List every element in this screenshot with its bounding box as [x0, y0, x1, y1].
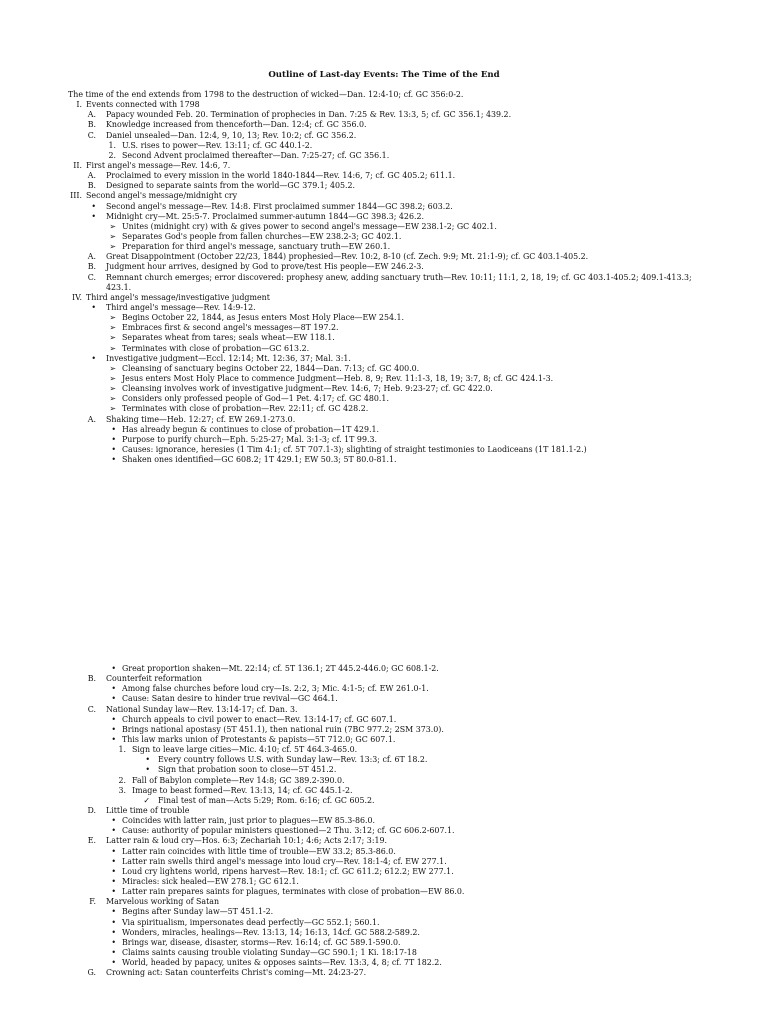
- outline-marker: •: [111, 927, 116, 937]
- outline-text: Latter rain & loud cry—Hos. 6:3; Zechariah 10:1; 4:6; Acts 2:17; 3:19.: [106, 836, 388, 846]
- outline-line: [68, 755, 708, 765]
- outline-line: [68, 242, 708, 252]
- outline-text: Coincides with latter rain, just prior to plagues—EW 85.3-86.0.: [122, 816, 376, 826]
- outline-text: Embraces first & second angel's messages—8T 197.2.: [122, 323, 339, 333]
- outline-text: Crowning act: Satan counterfeits Christ's coming—Mt. 24:23-27.: [106, 968, 367, 978]
- outline-marker: •: [111, 724, 116, 734]
- outline-marker: ➢: [109, 404, 116, 414]
- outline-text: Brings war, disease, disaster, storms—Rev. 16:14; cf. GC 589.1-590.0.: [122, 937, 401, 947]
- outline-text: Wonders, miracles, healings—Rev. 13:13, 14; 16:13, 14cf. GC 588.2-589.2.: [122, 927, 420, 937]
- outline-marker: I.: [76, 100, 82, 110]
- outline-text: National Sunday law—Rev. 13:14-17; cf. Dan. 3.: [106, 704, 298, 714]
- outline-text: Third angel's message—Rev. 14:9-12.: [106, 302, 256, 312]
- outline-line: [68, 273, 708, 293]
- outline-line: [68, 796, 708, 806]
- outline-marker: C.: [87, 272, 96, 282]
- outline-text: Latter rain prepares saints for plagues, terminates with close of probation—EW 86.0.: [122, 887, 465, 897]
- outline-marker: A.: [87, 171, 96, 181]
- outline-line: [68, 765, 708, 775]
- outline-line: [68, 745, 708, 755]
- outline-line: [68, 435, 708, 445]
- outline-line: [68, 887, 708, 897]
- outline-line: [68, 907, 708, 917]
- outline-marker: ➢: [109, 394, 116, 404]
- outline-text: Little time of trouble: [106, 805, 190, 815]
- outline-marker: ➢: [109, 221, 116, 231]
- outline-marker: ✓: [143, 795, 150, 805]
- outline-text: Shaken ones identified—GC 608.2; 1T 429.1; EW 50.3; 5T 80.0-81.1.: [122, 455, 397, 465]
- outline-line: [68, 333, 708, 343]
- outline-text: Separates wheat from tares; seals wheat—EW 118.1.: [122, 333, 335, 343]
- outline-text: Latter rain swells third angel's message into loud cry—Rev. 18:1-4; cf. EW 277.1.: [122, 856, 447, 866]
- outline-line: [68, 415, 708, 425]
- outline-line: [68, 968, 708, 978]
- outline-text: Second angel's message—Rev. 14:8. First proclaimed summer 1844—GC 398.2; 603.2.: [106, 201, 453, 211]
- outline-marker: •: [91, 353, 96, 363]
- outline-text: Brings national apostasy (5T 451.1), then national ruin (7BC 977.2; 2SM 373.0).: [122, 724, 444, 734]
- outline-text: Begins October 22, 1844, as Jesus enters Most Holy Place—EW 254.1.: [122, 313, 405, 323]
- outline-text: Considers only professed people of God—1 Pet. 4:17; cf. GC 480.1.: [122, 394, 389, 404]
- outline-line: [68, 202, 708, 212]
- outline-text: Cause: Satan desire to hinder true revival—GC 464.1.: [122, 694, 338, 704]
- document-title: Outline of Last-day Events: The Time of the End: [268, 70, 500, 80]
- outline-marker: •: [111, 876, 116, 886]
- outline-line: [68, 867, 708, 877]
- outline-marker: B.: [87, 674, 96, 684]
- outline-line: [68, 445, 708, 455]
- outline-marker: ➢: [109, 323, 116, 333]
- outline-line: [68, 191, 708, 201]
- outline-text: Cleansing of sanctuary begins October 22, 1844—Dan. 7:13; cf. GC 400.0.: [122, 363, 420, 373]
- outline-text: Latter rain coincides with little time of trouble—EW 33.2; 85.3-86.0.: [122, 846, 396, 856]
- outline-marker: •: [145, 765, 150, 775]
- outline-marker: •: [111, 947, 116, 957]
- outline-line: [68, 262, 708, 272]
- outline-marker: •: [111, 684, 116, 694]
- outline-line: [68, 364, 708, 374]
- outline-marker: 1.: [108, 140, 116, 150]
- outline-line: [68, 694, 708, 704]
- outline-marker: •: [111, 887, 116, 897]
- outline-marker: III.: [70, 191, 82, 201]
- outline-line: [68, 120, 708, 130]
- outline-text: Cleansing involves work of investigative judgment—Rev. 14:6, 7; Heb. 9:23-27; cf. GC 422.0.: [122, 384, 493, 394]
- outline-text: This law marks union of Protestants & papists—5T 712.0; GC 607.1.: [122, 734, 396, 744]
- outline-text: Second Advent proclaimed thereafter—Dan. 7:25-27; cf. GC 356.1.: [122, 150, 390, 160]
- outline-text: Midnight cry—Mt. 25:5-7. Proclaimed summer-autumn 1844—GC 398.3; 426.2.: [106, 211, 425, 221]
- outline-line: [68, 141, 708, 151]
- outline-marker: II.: [73, 160, 82, 170]
- outline-text: Image to beast formed—Rev. 13:13, 14; cf. GC 445.1-2.: [132, 785, 353, 795]
- outline-line: [68, 715, 708, 725]
- outline-marker: ➢: [109, 384, 116, 394]
- outline-line: [68, 384, 708, 394]
- outline-text: Loud cry lightens world, ripens harvest—Rev. 18:1; cf. GC 611.2; 612.2; EW 277.1.: [122, 866, 454, 876]
- outline-text: Final test of man—Acts 5:29; Rom. 6:16; cf. GC 605.2.: [158, 795, 375, 805]
- outline-text: Great proportion shaken—Mt. 22:14; cf. 5T 136.1; 2T 445.2-446.0; GC 608.1-2.: [122, 664, 439, 673]
- outline-marker: •: [111, 424, 116, 434]
- outline-line: [68, 293, 708, 303]
- outline-line: [68, 455, 708, 465]
- outline-marker: E.: [87, 836, 96, 846]
- outline-text: Great Disappointment (October 22/23, 1844) prophesied—Rev. 10:2, 8-10 (cf. Zech. 9:9; Mt. 21:1-9); cf. GC 403.1-405.2.: [106, 252, 589, 262]
- outline-marker: •: [111, 907, 116, 917]
- outline-text: Miracles: sick healed—EW 278.1; GC 612.1.: [122, 876, 299, 886]
- outline-marker: •: [111, 664, 116, 673]
- outline-marker: •: [111, 856, 116, 866]
- outline-marker: A.: [87, 252, 96, 262]
- outline-line: [68, 664, 708, 674]
- outline-marker: 2.: [118, 775, 126, 785]
- outline-marker: G.: [87, 968, 96, 978]
- outline-text: Among false churches before loud cry—Is. 2:2, 3; Mic. 4:1-5; cf. EW 261.0-1.: [122, 684, 429, 694]
- outline-marker: ➢: [109, 343, 116, 353]
- outline-section-bottom: [68, 664, 708, 978]
- outline-text: Via spiritualism, impersonates dead perfectly—GC 552.1; 560.1.: [122, 917, 380, 927]
- outline-line: [68, 826, 708, 836]
- outline-text: Designed to separate saints from the world—GC 379.1; 405.2.: [106, 181, 356, 191]
- outline-text: Shaking time—Heb. 12:27; cf. EW 269.1-273.0.: [106, 414, 296, 424]
- outline-line: [68, 171, 708, 181]
- outline-text: Terminates with close of probation—GC 613.2.: [122, 343, 310, 353]
- outline-line: [68, 222, 708, 232]
- outline-text: Preparation for third angel's message, sanctuary truth—EW 260.1.: [122, 242, 391, 252]
- outline-text: Judgment hour arrives, designed by God to prove/test His people—EW 246.2-3.: [106, 262, 424, 272]
- outline-section-top: [68, 90, 708, 465]
- outline-marker: •: [111, 694, 116, 704]
- outline-marker: 1.: [118, 745, 126, 755]
- outline-line: [68, 100, 708, 110]
- outline-line: [68, 725, 708, 735]
- outline-marker: •: [111, 714, 116, 724]
- outline-marker: A.: [87, 414, 96, 424]
- outline-line: [68, 948, 708, 958]
- outline-marker: •: [111, 866, 116, 876]
- outline-text: Unites (midnight cry) with & gives power to second angel's message—EW 238.1-2; GC 402.1.: [122, 221, 497, 231]
- outline-line: [68, 958, 708, 968]
- outline-marker: F.: [89, 897, 96, 907]
- outline-line: [68, 323, 708, 333]
- outline-marker: ➢: [109, 242, 116, 252]
- outline-marker: •: [91, 211, 96, 221]
- outline-line: [68, 674, 708, 684]
- outline-marker: C.: [87, 704, 96, 714]
- outline-line: [68, 897, 708, 907]
- outline-marker: B.: [87, 262, 96, 272]
- outline-marker: ➢: [109, 231, 116, 241]
- outline-marker: B.: [87, 181, 96, 191]
- outline-text: Remnant church emerges; error discovered: prophesy anew, adding sanctuary truth—Rev. 10:11; 11:1, 2, 18, 19; cf. GC 403.1-405.2; 409.1-413.3; 423.1.: [106, 272, 692, 292]
- outline-marker: •: [111, 937, 116, 947]
- outline-marker: •: [111, 958, 116, 968]
- outline-marker: B.: [87, 120, 96, 130]
- outline-line: [68, 252, 708, 262]
- outline-text: Proclaimed to every mission in the world 1840-1844—Rev. 14:6, 7; cf. GC 405.2; 611.1.: [106, 171, 456, 181]
- outline-text: Begins after Sunday law—5T 451.1-2.: [122, 907, 274, 917]
- outline-text: Fall of Babylon complete—Rev 14:8; GC 389.2-390.0.: [132, 775, 345, 785]
- outline-text: The time of the end extends from 1798 to the destruction of wicked—Dan. 12:4-10; cf. GC 356:0-2.: [68, 90, 464, 99]
- outline-line: [68, 161, 708, 171]
- outline-line: [68, 786, 708, 796]
- outline-line: [68, 806, 708, 816]
- outline-line: [68, 90, 708, 100]
- outline-text: Has already begun & continues to close of probation—1T 429.1.: [122, 424, 380, 434]
- outline-line: [68, 857, 708, 867]
- outline-line: [68, 735, 708, 745]
- outline-text: Separates God's people from fallen churches—EW 238.2-3; GC 402.1.: [122, 231, 402, 241]
- outline-marker: ➢: [109, 333, 116, 343]
- outline-text: Every country follows U.S. with Sunday law—Rev. 13:3; cf. 6T 18.2.: [158, 755, 428, 765]
- outline-marker: •: [111, 917, 116, 927]
- outline-line: [68, 404, 708, 414]
- outline-text: Second angel's message/midnight cry: [86, 191, 238, 201]
- outline-marker: •: [145, 755, 150, 765]
- outline-marker: A.: [87, 110, 96, 120]
- outline-line: [68, 918, 708, 928]
- outline-text: Cause: authority of popular ministers questioned—2 Thu. 3:12; cf. GC 606.2-607.1.: [122, 826, 455, 836]
- outline-text: U.S. rises to power—Rev. 13:11; cf. GC 440.1-2.: [122, 140, 313, 150]
- outline-line: [68, 151, 708, 161]
- outline-marker: 2.: [108, 150, 116, 160]
- outline-line: [68, 705, 708, 715]
- outline-line: [68, 181, 708, 191]
- outline-line: [68, 232, 708, 242]
- outline-text: Causes: ignorance, heresies (1 Tim 4:1; cf. 5T 707.1-3); slighting of straight testimonies to Laodiceans (1T 181.1-2.): [122, 444, 587, 454]
- outline-text: Jesus enters Most Holy Place to commence Judgment—Heb. 8, 9; Rev. 11:1-3, 18, 19; 3:7, 8; cf. GC 424.1-3.: [122, 373, 554, 383]
- outline-marker: •: [111, 455, 116, 465]
- outline-text: Sign that probation soon to close—5T 451.2.: [158, 765, 337, 775]
- outline-line: [68, 131, 708, 141]
- outline-text: Third angel's message/investigative judgment: [86, 292, 270, 302]
- outline-line: [68, 212, 708, 222]
- outline-marker: ➢: [109, 373, 116, 383]
- outline-marker: •: [111, 434, 116, 444]
- outline-marker: ➢: [109, 313, 116, 323]
- outline-marker: 3.: [118, 785, 126, 795]
- outline-line: [68, 684, 708, 694]
- outline-text: Knowledge increased from thenceforth—Dan. 12:4; cf. GC 356.0.: [106, 120, 367, 130]
- outline-marker: •: [111, 444, 116, 454]
- outline-marker: •: [91, 302, 96, 312]
- outline-line: [68, 836, 708, 846]
- outline-line: [68, 776, 708, 786]
- outline-text: Counterfeit reformation: [106, 674, 202, 684]
- outline-line: [68, 344, 708, 354]
- outline-text: Investigative judgment—Eccl. 12:14; Mt. 12:36, 37; Mal. 3:1.: [106, 353, 351, 363]
- outline-text: First angel's message—Rev. 14:6, 7.: [86, 160, 231, 170]
- outline-text: Church appeals to civil power to enact—Rev. 13:14-17; cf. GC 607.1.: [122, 714, 397, 724]
- outline-line: [68, 816, 708, 826]
- outline-line: [68, 354, 708, 364]
- outline-marker: C.: [87, 130, 96, 140]
- outline-marker: ➢: [109, 363, 116, 373]
- outline-marker: •: [111, 734, 116, 744]
- outline-text: Marvelous working of Satan: [106, 897, 220, 907]
- outline-line: [68, 928, 708, 938]
- outline-text: Claims saints causing trouble violating Sunday—GC 590.1; 1 Ki. 18:17-18: [122, 947, 417, 957]
- outline-marker: •: [91, 201, 96, 211]
- outline-text: Events connected with 1798: [86, 100, 200, 110]
- outline-text: Sign to leave large cities—Mic. 4:10; cf. 5T 464.3-465.0.: [132, 745, 358, 755]
- outline-marker: •: [111, 816, 116, 826]
- outline-marker: D.: [87, 805, 96, 815]
- outline-text: Terminates with close of probation—Rev. 22:11; cf. GC 428.2.: [122, 404, 369, 414]
- outline-marker: IV.: [72, 292, 82, 302]
- outline-line: [68, 877, 708, 887]
- outline-line: [68, 425, 708, 435]
- outline-text: World, headed by papacy, unites & opposes saints—Rev. 13:3, 4, 8; cf. 7T 182.2.: [122, 958, 442, 968]
- outline-text: Daniel unsealed—Dan. 12:4, 9, 10, 13; Rev. 10:2; cf. GC 356.2.: [106, 130, 357, 140]
- outline-text: Purpose to purify church—Eph. 5:25-27; Mal. 3:1-3; cf. 1T 99.3.: [122, 434, 378, 444]
- outline-line: [68, 374, 708, 384]
- outline-line: [68, 313, 708, 323]
- outline-line: [68, 110, 708, 120]
- outline-line: [68, 847, 708, 857]
- outline-text: Papacy wounded Feb. 20. Termination of prophecies in Dan. 7:25 & Rev. 13:3, 5; cf. GC 356.1; 439.2.: [106, 110, 512, 120]
- outline-line: [68, 394, 708, 404]
- outline-line: [68, 938, 708, 948]
- outline-marker: •: [111, 826, 116, 836]
- outline-marker: •: [111, 846, 116, 856]
- outline-line: [68, 303, 708, 313]
